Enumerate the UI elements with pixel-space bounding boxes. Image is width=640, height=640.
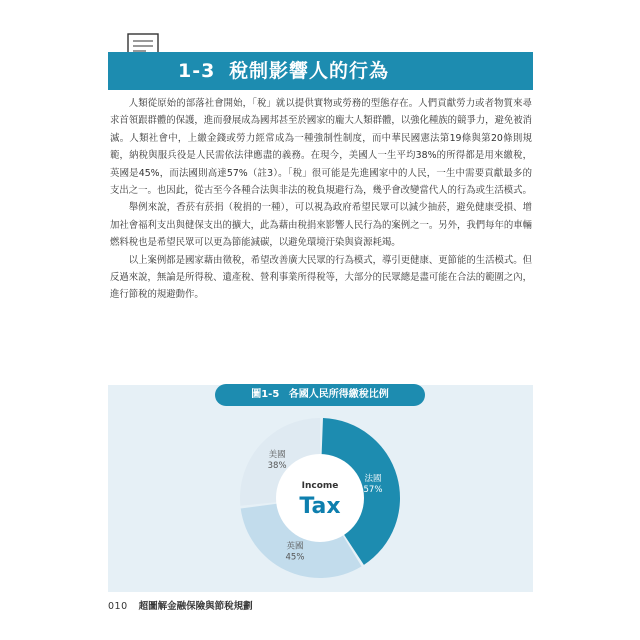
- slice-label: 法國: [364, 474, 382, 485]
- center-label-tax: Tax: [299, 494, 341, 519]
- paragraph: 舉例來說，香菸有菸捐（稅捐的一種），可以視為政府希望民眾可以減少抽菸，避免健康受損、增加社會福利支出與健保支出的擴大，此為藉由稅捐來影響人民行為的案例之一。另外，我們每年的車輛燃料稅也是希望民眾可以更為節能減碳，以避免環境汙染與資源耗竭。: [110, 202, 532, 249]
- figure-caption: [215, 384, 425, 406]
- figure-label: 圖1-5: [251, 389, 280, 400]
- page-footer: [108, 598, 253, 612]
- section-heading: [178, 52, 389, 90]
- page-number: 010: [108, 601, 128, 612]
- figure-caption-text: 各國人民所得繳稅比例: [288, 389, 389, 400]
- center-label-income: Income: [301, 481, 339, 491]
- section-number: 1-3: [178, 60, 216, 82]
- slice-label: 英國: [286, 541, 304, 552]
- slice-value-label: 57%: [363, 485, 383, 496]
- paragraph: 以上案例都是國家藉由徵稅，希望改善廣大民眾的行為模式，導引更健康、更節能的生活模式。但反過來說，無論是所得稅、遺產稅、營利事業所得稅等，大部分的民眾總是盡可能在合法的範圍之內，進行節稅的規避動作。: [110, 254, 532, 301]
- book-title: 超圖解金融保險與節稅規劃: [138, 601, 253, 612]
- body-text: [110, 95, 532, 304]
- slice-value-label: 45%: [285, 552, 305, 563]
- income-tax-pie-chart: [200, 410, 440, 590]
- slice-value-label: 38%: [267, 460, 287, 471]
- section-title: 稅制影響人的行為: [228, 60, 389, 82]
- slice-label: 美國: [268, 449, 286, 460]
- paragraph: 人類從原始的部落社會開始，「稅」就以提供實物或勞務的型態存在。人們貢獻勞力或者物質來尋求首領跟群體的保護，進而發展成為國邦甚至於國家的龐大人類群體，以強化種族的競爭力，避免被消滅。人類社會中，上繳金錢或勞力經常成為一種強制性制度，而中華民國憲法第19條與第20條則規範，納稅與服兵役是人民需依法律應盡的義務。在現今，美國人一生平均38%的所得都是用來繳稅，英國是45%，而法國則高達57%（註3）。「稅」很可能是先進國家中的人民，一生中需要貢獻最多的支出之一。也因此，從古至今各種合法與非法的稅負規避行為，幾乎會改變當代人的行為或生活模式。: [110, 98, 532, 197]
